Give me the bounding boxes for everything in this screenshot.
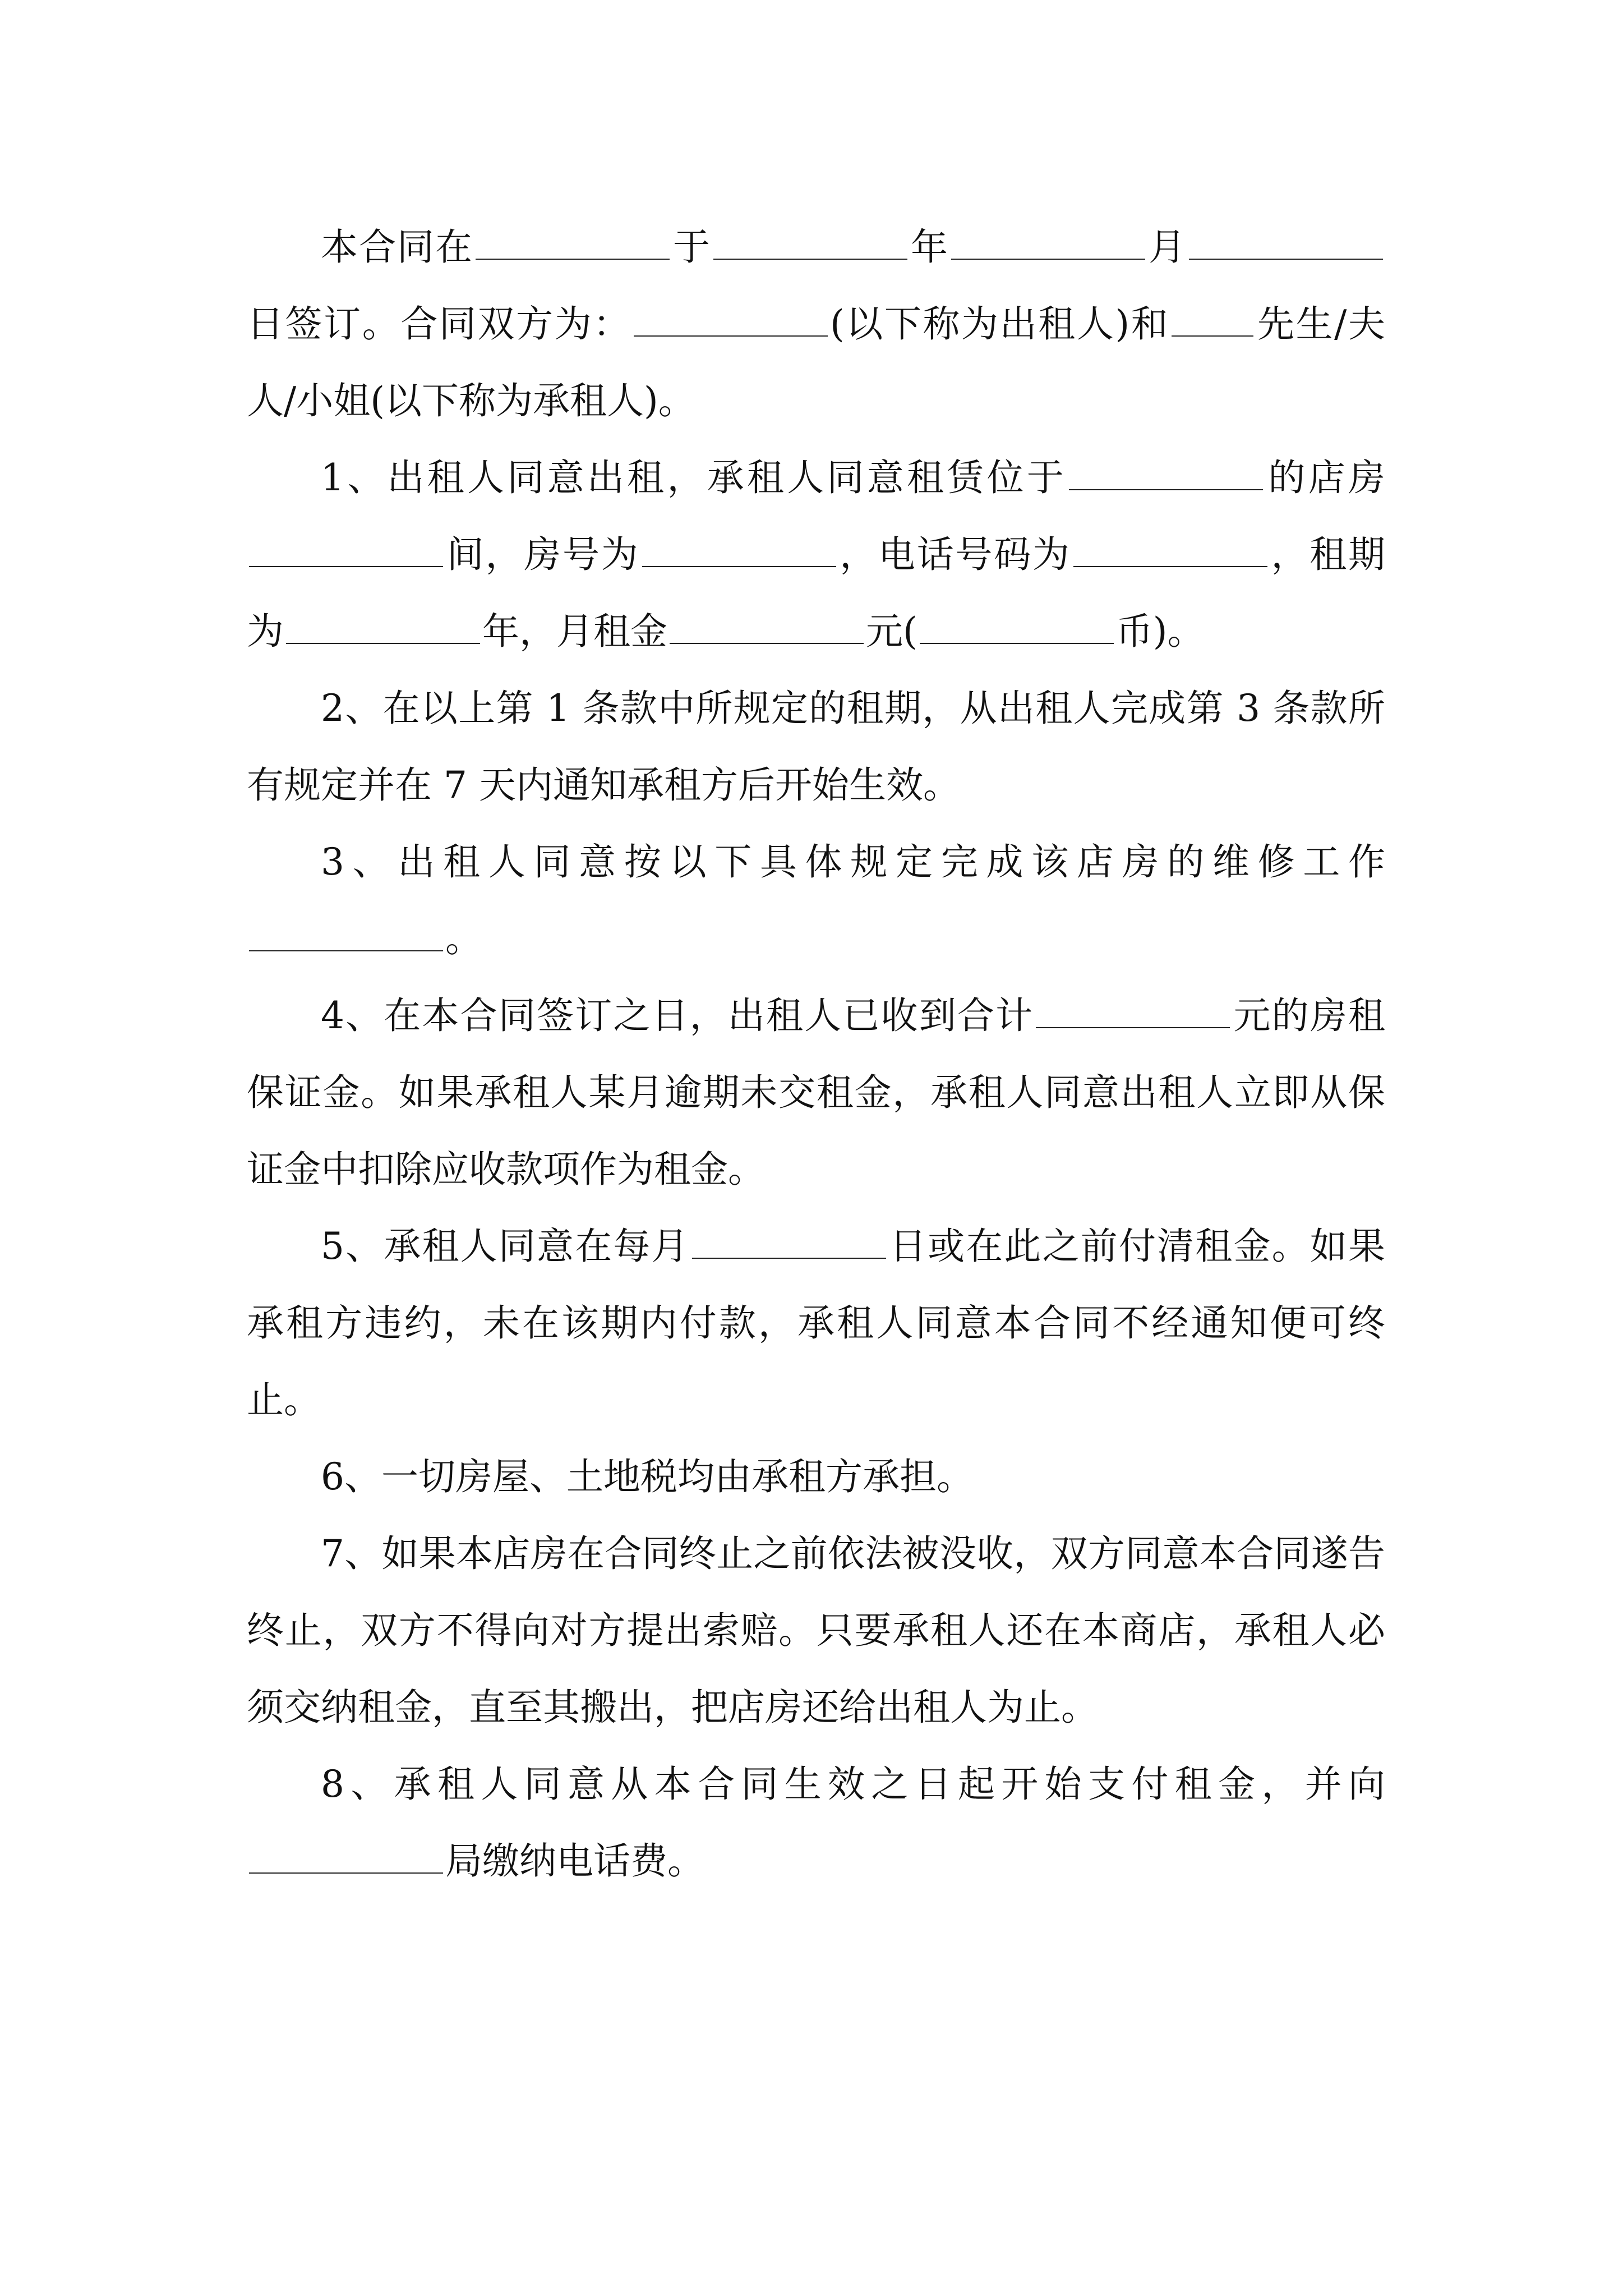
paragraph-clause-3 (247, 823, 1385, 977)
text-segment: 日或在此之前付清租金。如果承租方违约，未在该期内付款，承租人同意本合同不经通知便可终止。 (247, 1225, 1385, 1421)
text-segment: 1、出租人同意出租，承租人同意租赁位于 (321, 456, 1067, 499)
text-segment: 元( (866, 610, 917, 653)
fill-blank[interactable] (286, 613, 480, 644)
text-segment: 月 (1147, 226, 1187, 269)
paragraph-clause-1 (247, 439, 1385, 670)
text-segment: 日签订。合同双方为： (247, 302, 631, 346)
fill-blank[interactable] (476, 228, 670, 260)
fill-blank[interactable] (1172, 305, 1253, 337)
text-segment: 8、承租人同意从本合同生效之日起开始支付租金，并向 (321, 1763, 1385, 1806)
fill-blank[interactable] (249, 1842, 443, 1874)
fill-blank[interactable] (249, 920, 443, 951)
fill-blank[interactable] (951, 228, 1145, 260)
text-segment: 币)。 (1115, 610, 1205, 653)
text-segment: 4、在本合同签订之日，出租人已收到合计 (321, 994, 1034, 1037)
fill-blank[interactable] (1036, 997, 1230, 1028)
paragraph-intro (247, 209, 1385, 439)
paragraph-clause-2 (247, 670, 1385, 823)
text-segment: 年 (910, 226, 949, 269)
text-segment: 年，月租金 (482, 610, 667, 653)
text-segment: 于 (672, 226, 711, 269)
fill-blank[interactable] (642, 536, 836, 567)
fill-blank[interactable] (692, 1227, 886, 1259)
text-segment: 5、承租人同意在每月 (321, 1225, 690, 1268)
text-segment: ，租期为 (247, 533, 1385, 653)
fill-blank[interactable] (1069, 459, 1263, 490)
text-segment: 先生/夫人/小姐(以下称为承租人)。 (247, 302, 1385, 422)
contract-page (247, 209, 1385, 1899)
text-segment: 间，房号为 (445, 533, 640, 576)
text-segment: 7、如果本店房在合同终止之前依法被没收，双方同意本合同遂告终止，双方不得向对方提出索赔。只要承租人还在本商店，承租人必须交纳租金，直至其搬出，把店房还给出租人为止。 (247, 1532, 1385, 1729)
fill-blank[interactable] (634, 305, 828, 337)
paragraph-clause-7 (247, 1515, 1385, 1746)
fill-blank[interactable] (1189, 228, 1383, 260)
paragraph-clause-4 (247, 977, 1385, 1208)
text-segment: 6、一切房屋、土地税均由承租方承担。 (321, 1455, 974, 1498)
text-segment: 本合同在 (321, 226, 473, 269)
text-segment: ，电话号码为 (838, 533, 1071, 576)
text-segment: 2、在以上第 1 条款中所规定的租期，从出租人完成第 3 条款所有规定并在 7 天内通知承租方后开始生效。 (247, 687, 1385, 807)
text-segment: 局缴纳电话费。 (445, 1839, 704, 1883)
text-segment: (以下称为出租人)和 (829, 302, 1170, 346)
fill-blank[interactable] (920, 613, 1114, 644)
paragraph-clause-8 (247, 1746, 1385, 1899)
fill-blank[interactable] (670, 613, 864, 644)
fill-blank[interactable] (713, 228, 907, 260)
text-segment: 3、出租人同意按以下具体规定完成该店房的维修工作 (321, 840, 1385, 884)
text-segment: 元的房租保证金。如果承租人某月逾期未交租金，承租人同意出租人立即从保证金中扣除应收款项作为租金。 (247, 994, 1385, 1191)
paragraph-clause-5 (247, 1208, 1385, 1438)
fill-blank[interactable] (1073, 536, 1267, 567)
text-segment: 。 (445, 917, 482, 960)
paragraph-clause-6 (247, 1438, 1385, 1515)
text-segment: 的店房 (1265, 456, 1386, 499)
fill-blank[interactable] (249, 536, 443, 567)
